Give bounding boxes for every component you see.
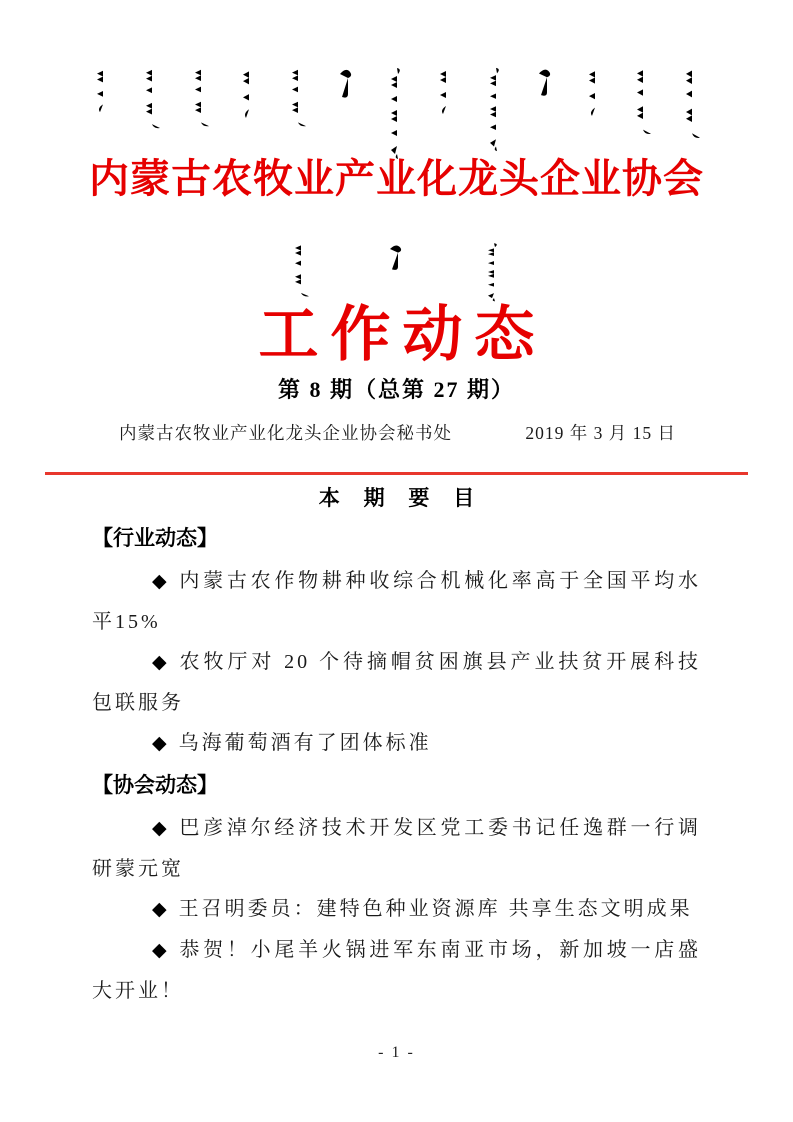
diamond-bullet-icon: ◆ — [152, 571, 167, 592]
mongolian-script-top-row — [92, 66, 701, 148]
toc-item-text: 恭贺！小尾羊火锅进军东南亚市场，新加坡一店盛大开业！ — [92, 939, 701, 1002]
diamond-bullet-icon: ◆ — [152, 818, 167, 839]
mongolian-word-icon — [290, 242, 310, 298]
diamond-bullet-icon: ◆ — [152, 652, 167, 673]
toc-item-text: 内蒙古农作物耕种收综合机械化率高于全国平均水平15% — [92, 570, 701, 633]
toc-item — [92, 561, 701, 642]
toc-item-text: 巴彦淖尔经济技术开发区党工委书记任逸群一行调研蒙元宽 — [92, 817, 701, 880]
toc-item — [92, 723, 701, 764]
toc-item — [92, 808, 701, 889]
red-divider-rule — [45, 472, 748, 475]
mongolian-word-icon — [287, 66, 307, 128]
mongolian-word-icon — [584, 66, 604, 118]
mongolian-word-icon — [435, 66, 455, 116]
mongolian-script-subtitle-row — [0, 242, 793, 304]
mongolian-word-icon — [141, 66, 161, 130]
mongolian-word-icon — [482, 242, 504, 302]
publication-info-row — [95, 420, 698, 446]
toc-item-text: 农牧厅对 20 个待摘帽贫困旗县产业扶贫开展科技包联服务 — [92, 651, 701, 714]
mongolian-word-icon — [385, 66, 407, 160]
mongolian-word-icon — [632, 66, 652, 136]
toc-item — [92, 889, 701, 930]
mongolian-word-icon — [484, 66, 506, 152]
mongolian-word-icon — [190, 66, 210, 128]
diamond-bullet-icon: ◆ — [152, 940, 167, 961]
toc-item — [92, 642, 701, 723]
toc-item-text: 乌海葡萄酒有了团体标准 — [178, 732, 432, 754]
table-of-contents — [92, 517, 701, 1011]
org-name-title: 内蒙古农牧业产业化龙头企业协会 — [89, 156, 704, 201]
issue-number-line: 第 8 期（总第 27 期） — [277, 377, 515, 402]
section-title-association: 【协会动态】 — [92, 774, 218, 797]
page-number: - 1 - — [378, 1044, 415, 1061]
mongolian-word-icon — [92, 66, 112, 114]
publish-date: 2019 年 3 月 15 日 — [525, 423, 676, 443]
mongolian-word-icon — [336, 66, 356, 100]
diamond-bullet-icon: ◆ — [152, 733, 167, 754]
bulletin-title: 工作动态 — [258, 302, 547, 368]
diamond-bullet-icon: ◆ — [152, 899, 167, 920]
toc-item-text: 王召明委员：建特色种业资源库 共享生态文明成果 — [178, 898, 693, 920]
section-title-industry: 【行业动态】 — [92, 527, 218, 550]
mongolian-word-icon — [535, 66, 555, 98]
contents-heading: 本 期 要 目 — [318, 487, 484, 510]
toc-item — [92, 930, 701, 1011]
publisher-name: 内蒙古农牧业产业化龙头企业协会秘书处 — [119, 423, 452, 443]
mongolian-word-icon — [681, 66, 701, 140]
mongolian-word-icon — [386, 242, 406, 272]
mongolian-word-icon — [238, 66, 258, 120]
